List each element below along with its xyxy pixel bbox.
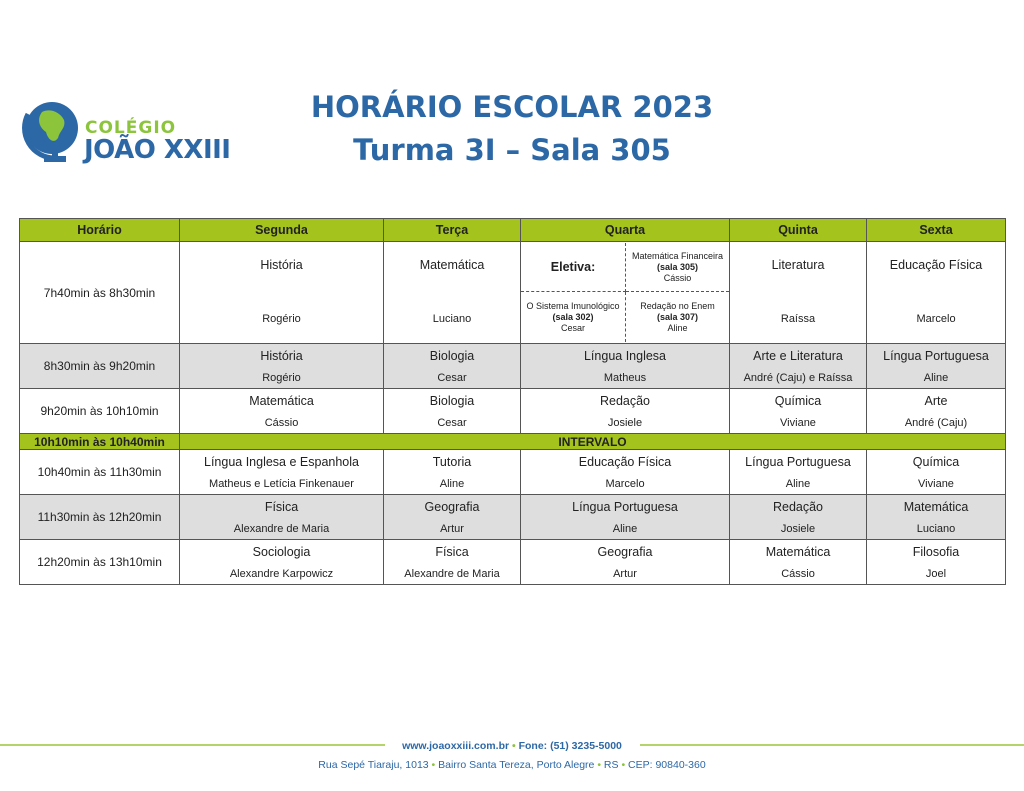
time-cell: 7h40min às 8h30min xyxy=(20,242,180,344)
subject: Geografia xyxy=(597,544,653,559)
class-cell xyxy=(867,389,1006,434)
subject: Redação xyxy=(772,499,824,514)
class-cell xyxy=(521,344,730,389)
phone-text: Fone: (51) 3235-5000 xyxy=(518,740,622,752)
class-cell xyxy=(384,242,521,344)
subject: Química xyxy=(774,393,822,408)
teacher: Aline xyxy=(439,477,465,490)
class-cell xyxy=(180,450,384,495)
class-cell xyxy=(521,495,730,540)
time-cell: 10h40min às 11h30min xyxy=(20,450,180,495)
subject: Matemática xyxy=(249,393,314,408)
header-monday: Segunda xyxy=(180,219,384,242)
table-row xyxy=(20,450,1006,495)
teacher: Rogério xyxy=(262,371,301,384)
subject: Filosofia xyxy=(912,544,960,559)
subject: Tutoria xyxy=(432,454,472,469)
time-cell: 9h20min às 10h10min xyxy=(20,389,180,434)
teacher: Joel xyxy=(925,567,947,580)
class-cell xyxy=(384,389,521,434)
teacher: Artur xyxy=(613,567,637,580)
subject: Sociologia xyxy=(252,544,311,559)
subject: Educação Física xyxy=(889,258,983,272)
subject: Química xyxy=(912,454,960,469)
header-row xyxy=(20,219,1006,242)
footer-address: Rua Sepé Tiaraju, 1013 • Bairro Santa Tereza, Porto Alegre • RS • CEP: 90840-360 xyxy=(318,759,706,771)
teacher: Cesar xyxy=(437,371,467,384)
class-cell xyxy=(384,450,521,495)
page-subtitle: Turma 3I – Sala 305 xyxy=(353,133,671,167)
class-cell xyxy=(730,344,867,389)
class-cell xyxy=(521,389,730,434)
table-row xyxy=(20,495,1006,540)
elective-option: Redação no Enem (sala 307) Aline xyxy=(640,300,715,333)
class-cell xyxy=(867,344,1006,389)
teacher: Matheus e Letícia Finkenauer xyxy=(209,477,354,490)
table-row xyxy=(20,389,1006,434)
class-cell xyxy=(867,495,1006,540)
subject: Biologia xyxy=(429,348,475,363)
elective-option: O Sistema Imunológico (sala 302) Cesar xyxy=(521,292,626,342)
subject: Geografia xyxy=(424,499,480,514)
subject: Arte e Literatura xyxy=(753,348,843,363)
website-link[interactable]: www.joaoxxiii.com.br xyxy=(402,740,510,752)
subject: Literatura xyxy=(771,258,825,272)
page-title: HORÁRIO ESCOLAR 2023 xyxy=(310,90,714,124)
teacher: Josiele xyxy=(780,522,816,535)
subject: Língua Inglesa e Espanhola xyxy=(204,454,359,469)
teacher: Aline xyxy=(612,522,638,535)
class-cell xyxy=(730,450,867,495)
teacher: Alexandre de Maria xyxy=(233,522,330,535)
subject: História xyxy=(260,258,303,272)
teacher: Aline xyxy=(923,371,949,384)
elective-cell xyxy=(521,242,730,344)
subject: Língua Inglesa xyxy=(583,348,666,363)
table-row xyxy=(20,242,1006,344)
class-cell xyxy=(384,540,521,585)
interval-label: INTERVALO xyxy=(180,434,1006,450)
subject: Matemática xyxy=(419,258,485,272)
subject: Arte xyxy=(924,393,948,408)
class-cell xyxy=(384,344,521,389)
teacher: André (Caju) xyxy=(904,416,968,429)
header-tuesday: Terça xyxy=(384,219,521,242)
teacher: Viviane xyxy=(780,416,816,429)
teacher: Artur xyxy=(440,522,464,535)
elective-label: Eletiva: xyxy=(521,243,626,292)
teacher: Raíssa xyxy=(780,313,816,325)
class-cell xyxy=(730,495,867,540)
teacher: Rogério xyxy=(262,313,301,325)
header-thursday: Quinta xyxy=(730,219,867,242)
teacher: Cássio xyxy=(781,567,815,580)
subject: Língua Portuguesa xyxy=(572,499,678,514)
subject: História xyxy=(260,348,303,363)
subject: Biologia xyxy=(429,393,475,408)
teacher: Alexandre de Maria xyxy=(404,567,500,580)
class-cell xyxy=(521,450,730,495)
subject: Matemática xyxy=(765,544,831,559)
class-cell xyxy=(867,540,1006,585)
subject: Redação xyxy=(599,393,651,408)
teacher: Marcelo xyxy=(605,477,645,490)
class-cell xyxy=(180,495,384,540)
subject: Língua Portuguesa xyxy=(745,454,851,469)
table-row xyxy=(20,344,1006,389)
class-cell xyxy=(180,540,384,585)
class-cell xyxy=(730,540,867,585)
class-cell xyxy=(867,242,1006,344)
teacher: Luciano xyxy=(916,522,956,535)
class-cell xyxy=(180,242,384,344)
interval-time: 10h10min às 10h40min xyxy=(20,434,180,450)
time-cell: 11h30min às 12h20min xyxy=(20,495,180,540)
teacher: Matheus xyxy=(603,371,647,384)
subject: Educação Física xyxy=(578,454,672,469)
header-friday: Sexta xyxy=(867,219,1006,242)
subject: Língua Portuguesa xyxy=(883,348,989,363)
table-row xyxy=(20,540,1006,585)
time-cell: 12h20min às 13h10min xyxy=(20,540,180,585)
teacher: Marcelo xyxy=(916,313,956,325)
interval-row xyxy=(20,434,1006,450)
class-cell xyxy=(180,344,384,389)
header-time: Horário xyxy=(20,219,180,242)
class-cell xyxy=(180,389,384,434)
time-cell: 8h30min às 9h20min xyxy=(20,344,180,389)
class-cell xyxy=(730,389,867,434)
teacher: André (Caju) e Raíssa xyxy=(743,371,853,384)
teacher: Cássio xyxy=(264,416,299,429)
teacher: Viviane xyxy=(918,477,954,490)
teacher: Aline xyxy=(785,477,811,490)
class-cell xyxy=(730,242,867,344)
logo-text-colegio: COLÉGIO xyxy=(85,118,177,138)
header-wednesday: Quarta xyxy=(521,219,730,242)
schedule-table xyxy=(19,218,1006,585)
teacher: Cesar xyxy=(437,416,467,429)
subject: Física xyxy=(435,544,469,559)
class-cell xyxy=(867,450,1006,495)
footer-contact: www.joaoxxiii.com.br • Fone: (51) 3235-5000 xyxy=(402,740,622,752)
class-cell xyxy=(521,540,730,585)
logo-text-name: JOÃO XXIII xyxy=(84,135,231,165)
teacher: Alexandre Karpowicz xyxy=(229,567,334,580)
subject: Física xyxy=(264,499,299,514)
teacher: Luciano xyxy=(432,313,472,325)
elective-option: Matemática Financeira (sala 305) Cássio xyxy=(626,243,729,292)
subject: Matemática xyxy=(903,499,969,514)
class-cell xyxy=(384,495,521,540)
teacher: Josiele xyxy=(607,416,643,429)
